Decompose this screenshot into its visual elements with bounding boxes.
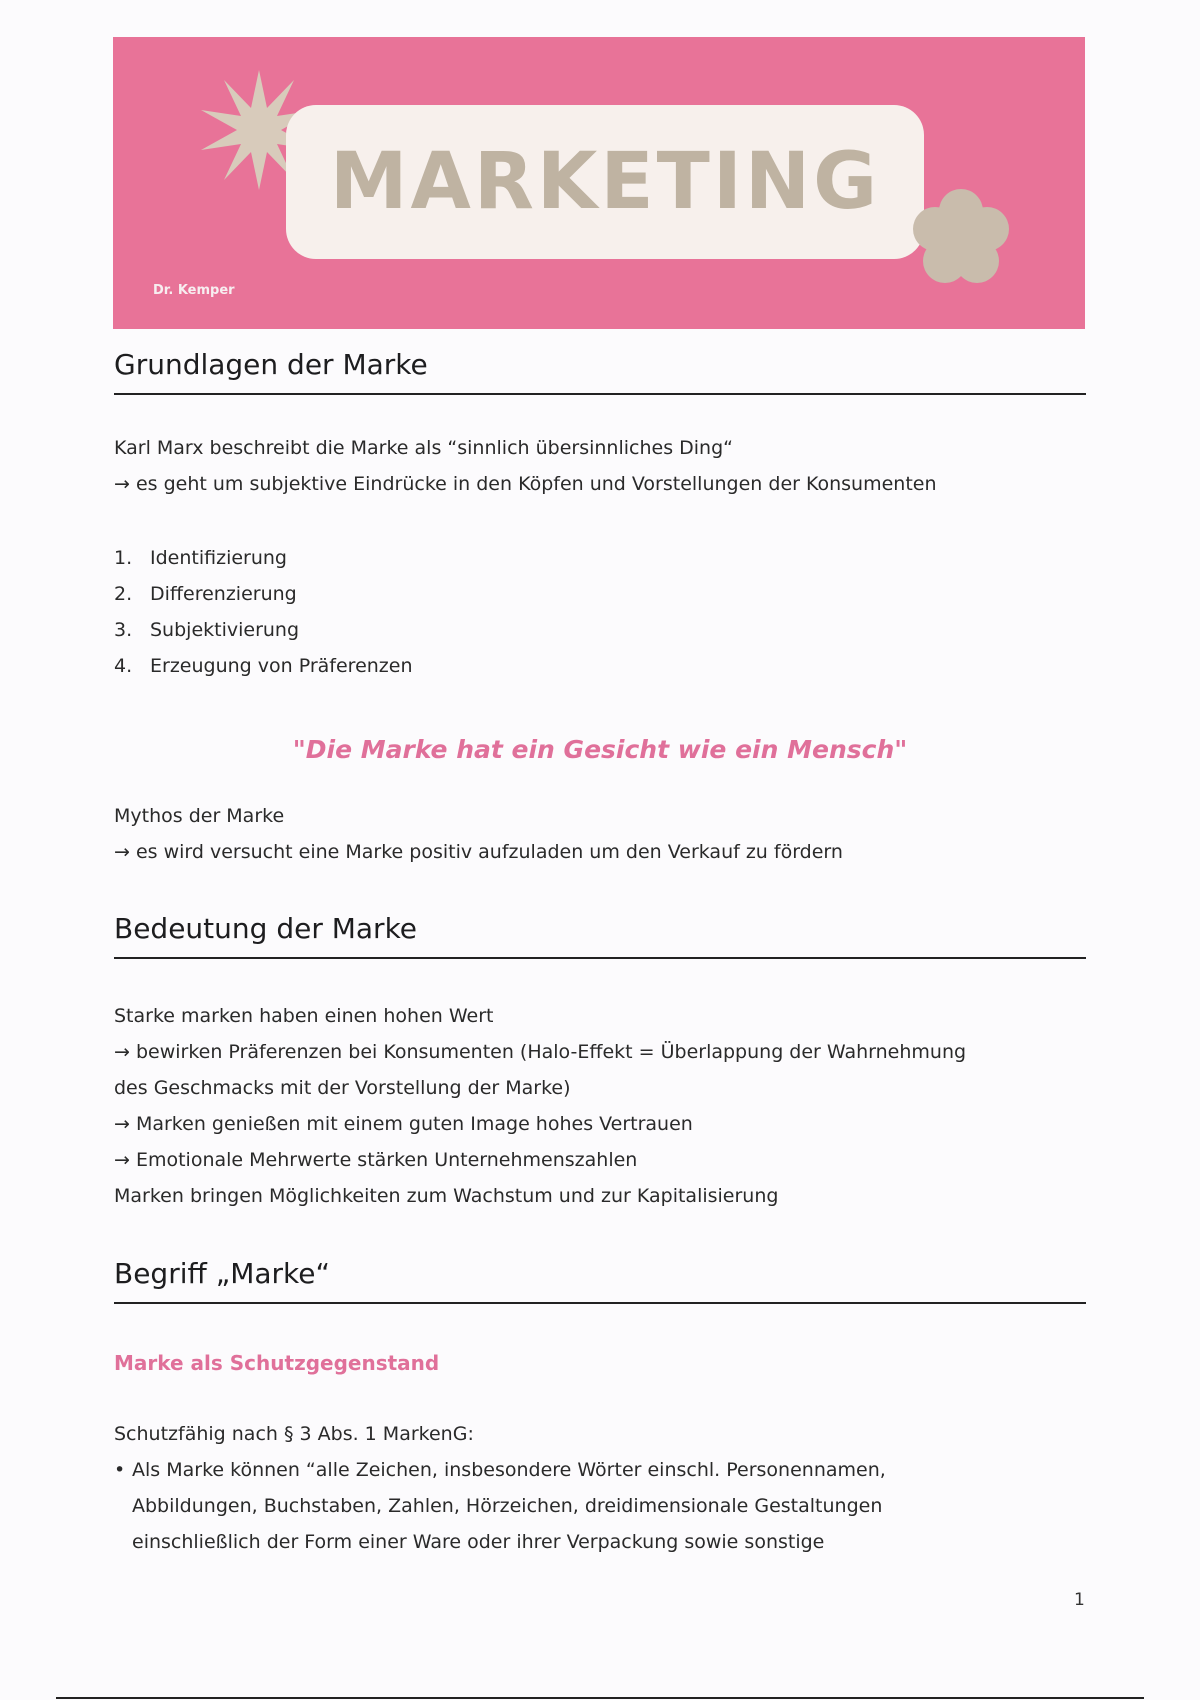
intro-paragraph (114, 430, 937, 502)
list-item (114, 576, 413, 612)
header-banner (113, 37, 1085, 329)
banner-title: MARKETING (329, 137, 881, 227)
section-heading-begriff: Begriff „Marke“ (114, 1257, 1086, 1304)
section-heading-grundlagen: Grundlagen der Marke (114, 348, 1086, 395)
paragraph-line: → es wird versucht eine Marke positiv aufzuladen um den Verkauf zu fördern (114, 841, 843, 863)
mythos-paragraph (114, 798, 843, 870)
paragraph-line: → bewirken Präferenzen bei Konsumenten (Halo-Effekt = Überlappung der Wahrnehmung (114, 1041, 967, 1063)
pull-quote: "Die Marke hat ein Gesicht wie ein Mensch" (292, 735, 908, 764)
paragraph-line: Karl Marx beschreibt die Marke als “sinnlich übersinnliches Ding“ (114, 437, 733, 459)
list-text: Differenzierung (150, 583, 297, 605)
list-text: Erzeugung von Präferenzen (150, 655, 413, 677)
bullet-line: Abbildungen, Buchstaben, Zahlen, Hörzeichen, dreidimensionale Gestaltungen (132, 1495, 883, 1517)
subheading-schutzgegenstand: Marke als Schutzgegenstand (114, 1351, 440, 1375)
bullet-symbol: • (114, 1459, 126, 1481)
paragraph-line: → Marken genießen mit einem guten Image hohes Vertrauen (114, 1113, 693, 1135)
paragraph-line: Schutzfähig nach § 3 Abs. 1 MarkenG: (114, 1423, 474, 1445)
footer-divider (56, 1697, 1144, 1699)
paragraph-line: Mythos der Marke (114, 805, 285, 827)
paragraph-line: Starke marken haben einen hohen Wert (114, 1005, 494, 1027)
bedeutung-paragraph (114, 998, 966, 1214)
paragraph-line: des Geschmacks mit der Vorstellung der Marke) (114, 1077, 571, 1099)
numbered-list (114, 540, 413, 684)
list-number: 2. (114, 583, 133, 605)
paragraph-line: Marken bringen Möglichkeiten zum Wachstum und zur Kapitalisierung (114, 1185, 779, 1207)
paragraph-line: → es geht um subjektive Eindrücke in den Köpfen und Vorstellungen der Konsumenten (114, 473, 937, 495)
list-number: 3. (114, 619, 133, 641)
list-item (114, 540, 413, 576)
list-item (114, 648, 413, 684)
bullet-line: einschließlich der Form einer Ware oder ihrer Verpackung sowie sonstige (132, 1531, 825, 1553)
bullet-item (114, 1452, 886, 1560)
list-text: Subjektivierung (150, 619, 300, 641)
schutz-intro (114, 1416, 474, 1452)
section-heading-bedeutung: Bedeutung der Marke (114, 912, 1086, 959)
flower-icon (911, 187, 1011, 287)
paragraph-line: → Emotionale Mehrwerte stärken Unternehmenszahlen (114, 1149, 638, 1171)
list-number: 4. (114, 655, 133, 677)
list-item (114, 612, 413, 648)
page-number: 1 (1074, 1590, 1085, 1610)
list-text: Identifizierung (150, 547, 287, 569)
author-name: Dr. Kemper (153, 283, 235, 298)
bullet-line: Als Marke können “alle Zeichen, insbesondere Wörter einschl. Personennamen, (132, 1459, 886, 1481)
list-number: 1. (114, 547, 133, 569)
